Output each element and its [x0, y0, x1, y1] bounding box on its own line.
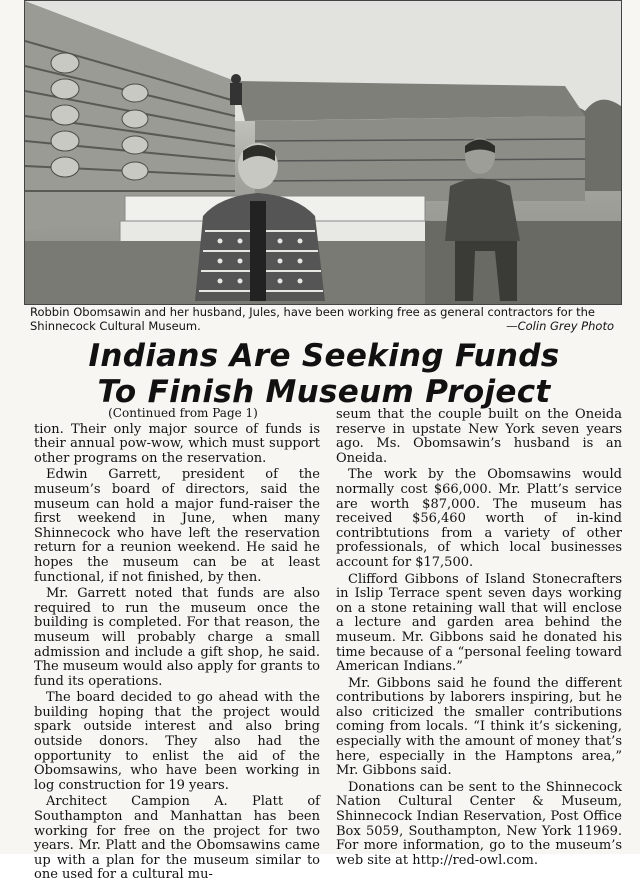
caption-text: Robbin Obomsawin and her husband, Jules, have been working free as general contractors for the Shinnecock Cultural Museum. — [30, 305, 595, 333]
photo-credit: —Colin Grey Photo — [506, 319, 614, 333]
paragraph: Mr. Gibbons said he found the different contributions by laborers inspiring, but he also criticized the smaller contributions coming from locals. “I think it’s sickening, especially with the amount of money that’s here, especially in the Hamptons area,” Mr. Gibbons said. — [336, 675, 622, 779]
paragraph: Architect Campion A. Platt of Southampton and Manhattan has been working for free on the project for two years. Mr. Platt and the Obomsawins came up with a plan for the museum similar to one used for a cultural mu- — [34, 794, 320, 883]
headline-line-2: To Finish Museum Project — [97, 374, 551, 410]
paragraph: The board decided to go ahead with the building hoping that the project would spark outside interest and also bring outside donors. They also had the opportunity to enlist the aid of the Obomsawins, who have been working in log construction for 19 years. — [34, 690, 320, 793]
paragraph: Clifford Gibbons of Island Stonecrafters in Islip Terrace spent seven days working on a stone retaining wall that will enclose a lecture and garden area behind the museum. Mr. Gibbons said he donated his time because of a “personal feeling toward American Indians.” — [336, 571, 622, 675]
paragraph: Donations can be sent to the Shinnecock Nation Cultural Center & Museum, Shinnecock Indian Reservation, Post Office Box 5059, Southampton, New York 11969. For more information, go to the museum’s web site at http://red-owl.com. — [336, 779, 622, 868]
museum-construction-photo — [24, 0, 622, 305]
headline — [34, 338, 614, 410]
paragraph: tion. Their only major source of funds is their annual pow-wow, which must support other programs on the reservation. — [34, 421, 320, 466]
headline-line-1: Indians Are Seeking Funds — [88, 338, 560, 374]
article-column-2 — [336, 408, 622, 870]
paragraph: Mr. Garrett noted that funds are also required to run the museum once the building is completed. For that reason, the museum will probably charge a small admission and include a gift shop, he said. The museum would also apply for grants to fund its operations. — [34, 586, 320, 689]
paragraph: seum that the couple built on the Oneida reserve in upstate New York seven years ago. Ms. Obomsawin’s husband is an Oneida. — [336, 407, 622, 466]
article-column-1 — [34, 406, 320, 885]
photo-caption — [30, 305, 620, 333]
continued-note: (Continued from Page 1) — [108, 406, 258, 420]
paragraph: The work by the Obomsawins would normally cost $66,000. Mr. Platt’s service are worth $87,000. The museum has received $56,460 worth of in-kind contribtutions from a variety of other professionals, of which local businesses account for $17,500. — [336, 467, 622, 570]
photo-illustration — [25, 1, 621, 304]
paragraph: Edwin Garrett, president of the museum’s board of directors, said the museum can hold a major fund-raiser the first weekend in June, when many Shinnecock who have left the reservation return for a reunion weekend. He said he hopes the museum can be at least functional, if not finished, by then. — [34, 467, 320, 585]
